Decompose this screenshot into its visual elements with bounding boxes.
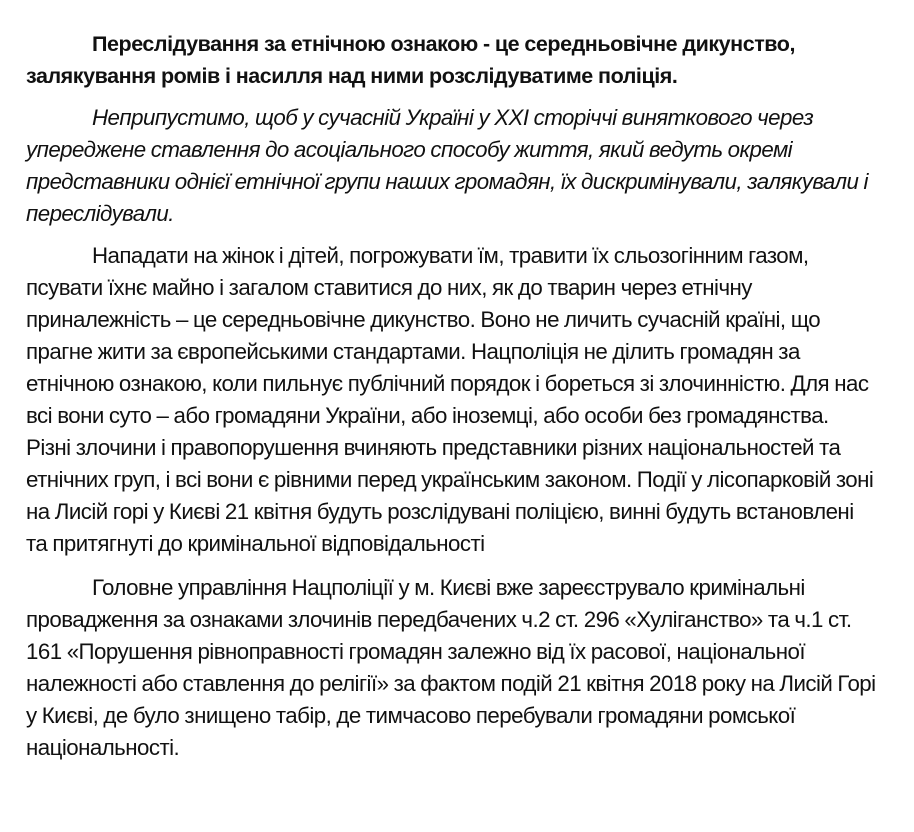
paragraph-line: прагне жити за європейськими стандартами. Нацполіція не ділить громадян за	[26, 339, 800, 364]
paragraph-line: у Києві, де було знищено табір, де тимчасово перебували громадяни ромської	[26, 703, 796, 728]
paragraph-line: Головне управління Нацполіції у м. Києві вже зареєструвало кримінальні	[92, 575, 805, 600]
body-paragraph-2	[26, 572, 896, 764]
paragraph-line: етнічних груп, і всі вони є рівними перед українським законом. Події у лісопарковій зоні	[26, 467, 874, 492]
paragraph-line: належності або ставлення до релігії» за фактом подій 21 квітня 2018 року на Лисій Горі	[26, 671, 876, 696]
paragraph-line: псувати їхнє майно і загалом ставитися до них, як до тварин через етнічну	[26, 275, 752, 300]
quote-line: упереджене ставлення до асоціального способу життя, який ведуть окремі	[26, 137, 793, 162]
body-paragraph-1	[26, 240, 896, 560]
paragraph-line: на Лисій горі у Києві 21 квітня будуть розслідувані поліцією, винні будуть встановлені	[26, 499, 854, 524]
headline-line: залякування ромів і насилля над ними розслідуватиме поліція.	[26, 64, 678, 88]
paragraph-line: національності.	[26, 735, 180, 760]
paragraph-line: Нападати на жінок і дітей, погрожувати їм, травити їх сльозогінним газом,	[92, 243, 809, 268]
paragraph-line: 161 «Порушення рівноправності громадян залежно від їх расової, національної	[26, 639, 805, 664]
document-page	[26, 28, 896, 776]
quote-line: переслідували.	[26, 201, 174, 226]
italic-quote	[26, 102, 896, 230]
paragraph-line: та притягнуті до кримінальної відповідальності	[26, 531, 485, 556]
headline-line: Переслідування за етнічною ознакою - це середньовічне дикунство,	[92, 32, 795, 56]
paragraph-line: всі вони суто – або громадяни України, або іноземці, або особи без громадянства.	[26, 403, 829, 428]
headline	[26, 28, 896, 92]
quote-line: представники однієї етнічної групи наших громадян, їх дискримінували, залякували і	[26, 169, 868, 194]
paragraph-line: приналежність – це середньовічне дикунство. Воно не личить сучасній країні, що	[26, 307, 821, 332]
quote-line: Неприпустимо, щоб у сучасній Україні у XXI сторіччі виняткового через	[92, 105, 814, 130]
paragraph-line: Різні злочини і правопорушення вчиняють представники різних національностей та	[26, 435, 841, 460]
paragraph-line: провадження за ознаками злочинів передбачених ч.2 ст. 296 «Хуліганство» та ч.1 ст.	[26, 607, 852, 632]
paragraph-line: етнічною ознакою, коли пильнує публічний порядок і бореться зі злочинністю. Для нас	[26, 371, 869, 396]
